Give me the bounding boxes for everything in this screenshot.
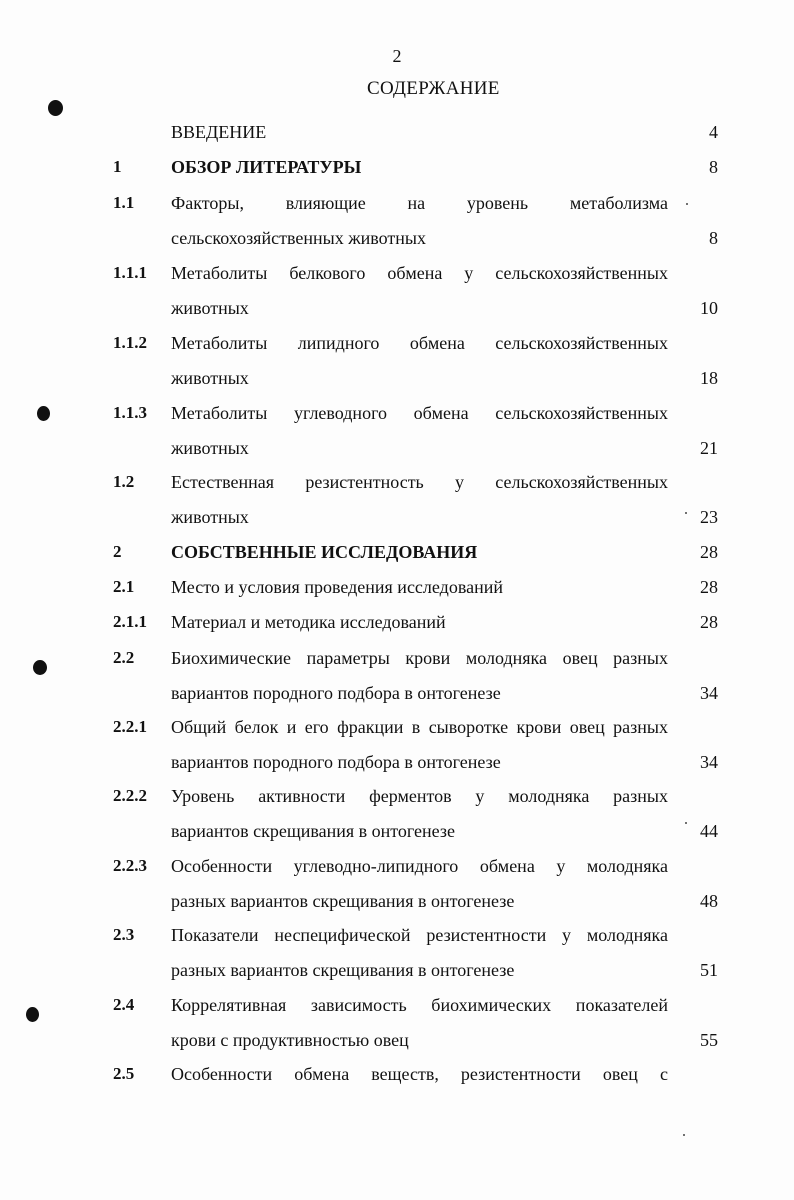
toc-entry-title: животных bbox=[171, 438, 249, 458]
scan-speck bbox=[685, 822, 687, 824]
scan-hole-mark bbox=[37, 406, 50, 421]
toc-entry-page: 48 bbox=[700, 891, 718, 911]
toc-entry-title: вариантов скрещивания в онтогенезе bbox=[171, 821, 455, 841]
toc-entry-page: 23 bbox=[700, 507, 718, 527]
toc-entry-number: 2.2 bbox=[113, 648, 135, 667]
toc-entry-title: животных bbox=[171, 507, 249, 527]
toc-entry-title: Уровень активности ферментов у молодняка разных bbox=[171, 786, 668, 806]
toc-entry-title: крови с продуктивностью овец bbox=[171, 1030, 409, 1050]
toc-entry-page: 55 bbox=[700, 1030, 718, 1050]
toc-entry-title: Биохимические параметры крови молодняка овец разных bbox=[171, 648, 668, 668]
toc-entry-page: 28 bbox=[700, 577, 718, 597]
toc-entry-page: 4 bbox=[709, 122, 718, 142]
toc-entry-number: 2 bbox=[113, 542, 122, 561]
toc-entry-title: Общий белок и его фракции в сыворотке крови овец разных bbox=[171, 717, 668, 737]
toc-entry-number: 2.5 bbox=[113, 1064, 135, 1083]
toc-entry-number: 2.2.3 bbox=[113, 856, 147, 875]
toc-entry-title: ВВЕДЕНИЕ bbox=[171, 122, 267, 142]
toc-entry-title: Особенности обмена веществ, резистентности овец с bbox=[171, 1064, 668, 1084]
toc-entry-title: Естественная резистентность у сельскохозяйственных bbox=[171, 472, 668, 492]
toc-entry-title: СОБСТВЕННЫЕ ИССЛЕДОВАНИЯ bbox=[171, 542, 478, 562]
toc-entry-title: Показатели неспецифической резистентности у молодняка bbox=[171, 925, 668, 945]
toc-entry-number: 1 bbox=[113, 157, 122, 176]
toc-entry-title: Метаболиты белкового обмена у сельскохозяйственных bbox=[171, 263, 668, 283]
toc-entry-title: Особенности углеводно-липидного обмена у молодняка bbox=[171, 856, 668, 876]
toc-entry-title: животных bbox=[171, 368, 249, 388]
toc-entry-number: 2.1.1 bbox=[113, 612, 147, 631]
page-number: 2 bbox=[392, 46, 402, 66]
toc-entry-title: сельскохозяйственных животных bbox=[171, 228, 426, 248]
scan-hole-mark bbox=[48, 100, 63, 116]
scan-hole-mark bbox=[33, 660, 47, 675]
toc-entry-title: ОБЗОР ЛИТЕРАТУРЫ bbox=[171, 157, 362, 177]
toc-entry-page: 34 bbox=[700, 683, 718, 703]
toc-entry-title: Место и условия проведения исследований bbox=[171, 577, 503, 597]
toc-entry-title: разных вариантов скрещивания в онтогенезе bbox=[171, 960, 515, 980]
toc-entry-page: 28 bbox=[700, 542, 718, 562]
toc-entry-number: 2.4 bbox=[113, 995, 135, 1014]
toc-entry-number: 1.1.2 bbox=[113, 333, 147, 352]
toc-entry-page: 8 bbox=[709, 228, 718, 248]
toc-entry-number: 1.1.3 bbox=[113, 403, 147, 422]
scan-hole-mark bbox=[26, 1007, 39, 1022]
toc-entry-title: Коррелятивная зависимость биохимических показателей bbox=[171, 995, 668, 1015]
toc-entry-number: 1.2 bbox=[113, 472, 135, 491]
toc-entry-title: вариантов породного подбора в онтогенезе bbox=[171, 752, 501, 772]
scan-speck bbox=[685, 512, 687, 514]
toc-entry-page: 51 bbox=[700, 960, 718, 980]
toc-entry-title: Метаболиты липидного обмена сельскохозяйственных bbox=[171, 333, 668, 353]
scan-speck bbox=[686, 203, 688, 205]
toc-entry-title: вариантов породного подбора в онтогенезе bbox=[171, 683, 501, 703]
page-title: СОДЕРЖАНИЕ bbox=[367, 78, 500, 99]
toc-entry-page: 10 bbox=[700, 298, 718, 318]
toc-entry-title: Факторы, влияющие на уровень метаболизма bbox=[171, 193, 668, 213]
toc-entry-title: Метаболиты углеводного обмена сельскохозяйственных bbox=[171, 403, 668, 423]
toc-entry-page: 8 bbox=[709, 157, 718, 177]
toc-entry-title: Материал и методика исследований bbox=[171, 612, 446, 632]
toc-entry-page: 44 bbox=[700, 821, 718, 841]
toc-entry-page: 34 bbox=[700, 752, 718, 772]
toc-entry-number: 1.1.1 bbox=[113, 263, 147, 282]
toc-entry-title: разных вариантов скрещивания в онтогенезе bbox=[171, 891, 515, 911]
toc-entry-number: 2.2.1 bbox=[113, 717, 147, 736]
toc-entry-number: 2.3 bbox=[113, 925, 135, 944]
toc-entry-page: 28 bbox=[700, 612, 718, 632]
toc-entry-number: 2.2.2 bbox=[113, 786, 147, 805]
toc-entry-page: 18 bbox=[700, 368, 718, 388]
scan-speck bbox=[683, 1134, 685, 1136]
toc-entry-number: 1.1 bbox=[113, 193, 135, 212]
toc-entry-number: 2.1 bbox=[113, 577, 135, 596]
toc-entry-title: животных bbox=[171, 298, 249, 318]
toc-entry-page: 21 bbox=[700, 438, 718, 458]
